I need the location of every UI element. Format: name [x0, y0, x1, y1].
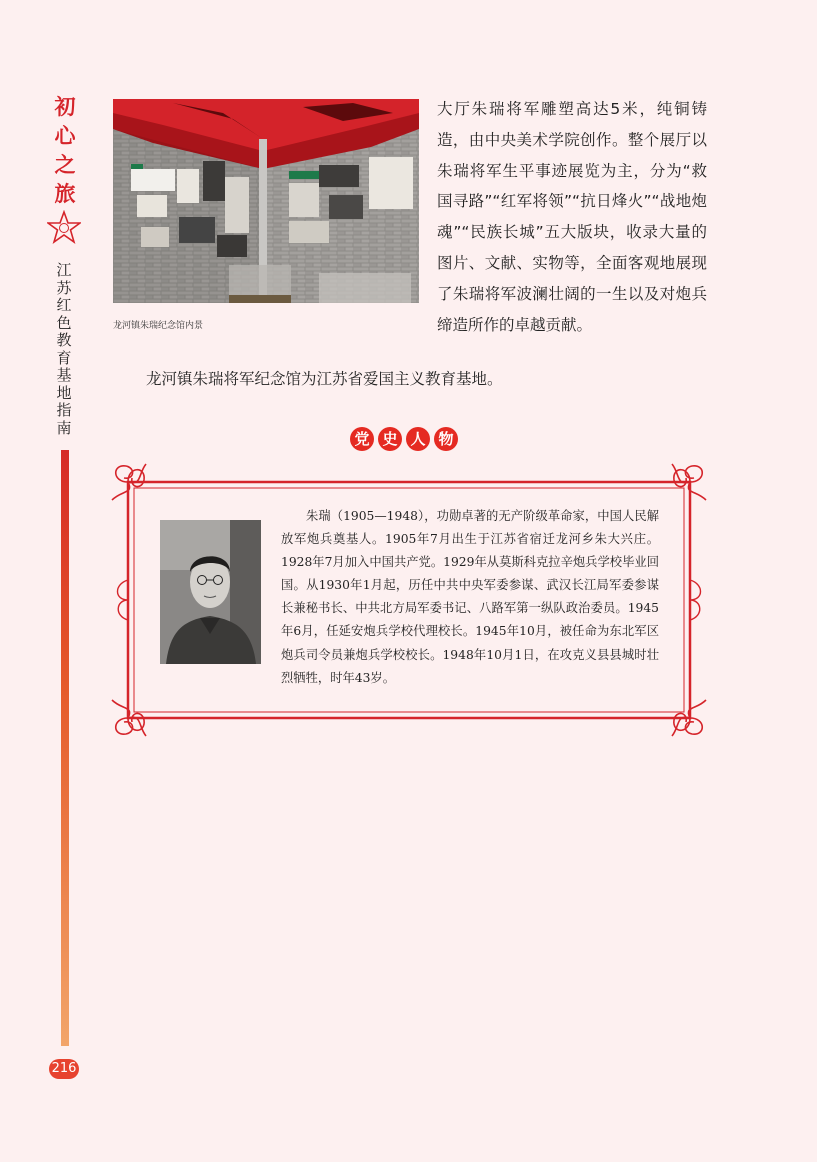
- sidebar-subtitle-char: 江: [56, 261, 72, 279]
- star-emblem-icon: [47, 210, 81, 244]
- sidebar-series-title: [50, 92, 80, 208]
- sidebar-title-char: 初: [54, 94, 76, 119]
- sidebar-book-subtitle: [54, 262, 74, 437]
- section-heading-char: 党: [350, 427, 374, 451]
- zhu-rui-portrait: [160, 520, 261, 664]
- sidebar-subtitle-char: 教: [56, 331, 72, 349]
- section-heading-char: 物: [434, 427, 458, 451]
- sidebar-subtitle-char: 地: [56, 383, 72, 402]
- page-number: 216: [49, 1059, 79, 1079]
- exhibition-hall-photo: [113, 99, 419, 303]
- sidebar-subtitle-char: 苏: [56, 278, 72, 297]
- sidebar-title-char: 心: [54, 123, 76, 148]
- portrait-illustration: [160, 520, 261, 664]
- main-paragraph-2: 龙河镇朱瑞将军纪念馆为江苏省爱国主义教育基地。: [146, 370, 503, 388]
- sidebar-title-char: 之: [54, 152, 76, 177]
- section-heading-char: 人: [406, 427, 430, 451]
- main-paragraph: 大厅朱瑞将军雕塑高达5米，纯铜铸造，由中央美术学院创作。整个展厅以朱瑞将军生平事迹展览为主，分为“救国寻路”“红军将领”“抗日烽火”“战地炮魂”“民族长城”五大版块，收录大量的图片、文献、实物等，全面客观地展现了朱瑞将军波澜壮阔的一生以及对炮兵缔造所作的卓越贡献。: [437, 100, 707, 334]
- photo-caption: 龙河镇朱瑞纪念馆内景: [113, 321, 204, 331]
- sidebar-title-char: 旅: [54, 181, 76, 206]
- sidebar-subtitle-char: 基: [56, 366, 72, 384]
- sidebar-subtitle-char: 色: [56, 313, 72, 332]
- sidebar-subtitle-char: 南: [56, 418, 72, 437]
- section-heading: [350, 427, 458, 455]
- sidebar-subtitle-char: 指: [56, 401, 72, 419]
- section-heading-char: 史: [378, 427, 402, 451]
- sidebar-gradient-bar: [61, 450, 69, 1046]
- hall-illustration: [113, 99, 419, 303]
- biography-text: 朱瑞（1905—1948），功勋卓著的无产阶级革命家，中国人民解放军炮兵奠基人。1905年7月出生于江苏省宿迁龙河乡朱大兴庄。1928年7月加入中国共产党。1929年从莫斯科克拉辛炮兵学校毕业回国。从1930年1月起，历任中共中央军委参谋、武汉长江局军委参谋长兼秘书长、中共北方局军委书记、八路军第一纵队政治委员。1945年6月，任延安炮兵学校代理校长。1945年10月，被任命为东北军区炮兵司令员兼炮兵学校校长。1948年10月1日，在攻克义县县城时壮烈牺牲，时年43岁。: [281, 509, 659, 685]
- sidebar-subtitle-char: 育: [56, 348, 72, 367]
- sidebar-subtitle-char: 红: [56, 296, 72, 314]
